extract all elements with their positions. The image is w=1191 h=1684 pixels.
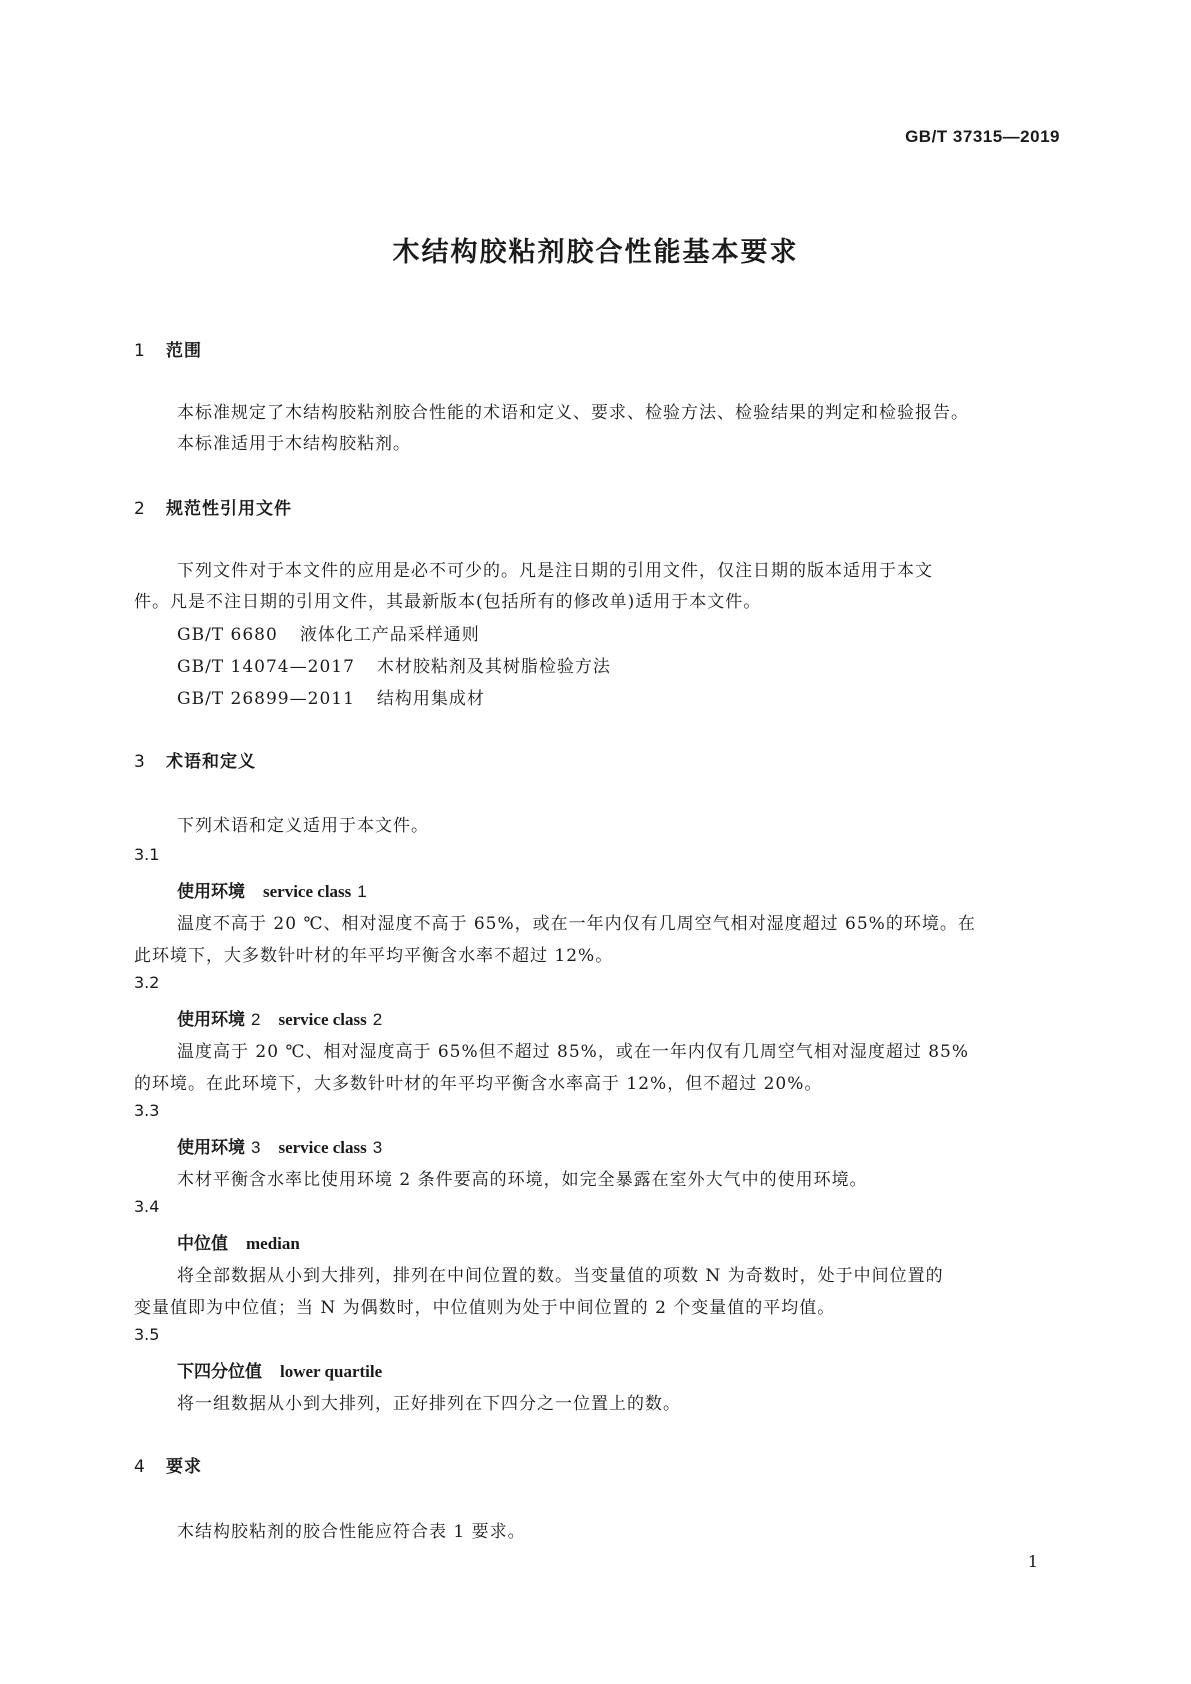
reference-title: 木材胶粘剂及其树脂检验方法 bbox=[376, 657, 611, 677]
reference-item bbox=[177, 652, 611, 677]
section-title: 要求 bbox=[166, 1457, 202, 1477]
term-chinese: 下四分位值 bbox=[177, 1362, 262, 1382]
term-english: service class bbox=[263, 882, 352, 901]
reference-code: GB/T 6680 bbox=[177, 625, 278, 645]
section-1-paragraph-1: 本标准规定了木结构胶粘剂胶合性能的术语和定义、要求、检验方法、检验结果的判定和检验报告。 bbox=[177, 403, 969, 423]
reference-item bbox=[177, 620, 480, 645]
section-number: 1 bbox=[134, 341, 146, 361]
section-number: 2 bbox=[134, 499, 146, 519]
section-3-intro: 下列术语和定义适用于本文件。 bbox=[177, 816, 429, 836]
section-3-heading bbox=[134, 747, 256, 772]
term-chinese: 使用环境 bbox=[177, 1138, 245, 1158]
term-english: service class bbox=[278, 1010, 367, 1029]
term-english-number: 2 bbox=[372, 1010, 383, 1029]
section-number: 3 bbox=[134, 752, 146, 772]
section-2-paragraph-line-2: 件。凡是不注日期的引用文件，其最新版本(包括所有的修改单)适用于本文件。 bbox=[134, 592, 762, 612]
section-1-paragraph-2: 本标准适用于木结构胶粘剂。 bbox=[177, 434, 411, 454]
section-4-heading bbox=[134, 1452, 202, 1477]
term-heading bbox=[177, 1357, 382, 1382]
term-definition-line-1: 温度不高于 20 ℃、相对湿度不高于 65%，或在一年内仅有几周空气相对湿度超过 65%的环境。在 bbox=[177, 914, 976, 934]
section-number: 4 bbox=[134, 1457, 146, 1477]
term-definition-line-2: 变量值即为中位值；当 N 为偶数时，中位值则为处于中间位置的 2 个变量值的平均值。 bbox=[134, 1298, 836, 1318]
term-definition-line-2: 的环境。在此环境下，大多数针叶材的年平均平衡含水率高于 12%，但不超过 20%。 bbox=[134, 1074, 823, 1094]
term-english: service class bbox=[278, 1138, 367, 1157]
term-heading bbox=[177, 1229, 300, 1254]
section-1-heading bbox=[134, 336, 202, 361]
section-2-heading bbox=[134, 494, 292, 519]
reference-code: GB/T 26899—2011 bbox=[177, 689, 355, 709]
term-heading bbox=[177, 1133, 382, 1158]
term-definition-line-2: 此环境下，大多数针叶材的年平均平衡含水率不超过 12%。 bbox=[134, 946, 614, 966]
term-english-number: 3 bbox=[372, 1138, 383, 1157]
section-4-paragraph-1: 木结构胶粘剂的胶合性能应符合表 1 要求。 bbox=[177, 1522, 526, 1542]
reference-item bbox=[177, 684, 485, 709]
term-chinese: 使用环境 bbox=[177, 1010, 245, 1030]
term-definition-line-1: 木材平衡含水率比使用环境 2 条件要高的环境，如完全暴露在室外大气中的使用环境。 bbox=[177, 1170, 868, 1190]
page-number: 1 bbox=[1027, 1552, 1038, 1571]
section-2-paragraph-line-1: 下列文件对于本文件的应用是必不可少的。凡是注日期的引用文件，仅注日期的版本适用于本文 bbox=[177, 561, 933, 581]
section-title: 规范性引用文件 bbox=[166, 499, 292, 519]
term-number: 3.1 bbox=[134, 845, 160, 864]
reference-title: 液体化工产品采样通则 bbox=[299, 625, 480, 645]
section-title: 范围 bbox=[166, 341, 202, 361]
term-chinese: 中位值 bbox=[177, 1234, 228, 1254]
term-definition-line-1: 将一组数据从小到大排列，正好排列在下四分之一位置上的数。 bbox=[177, 1394, 681, 1414]
reference-code: GB/T 14074—2017 bbox=[177, 657, 355, 677]
term-number: 3.2 bbox=[134, 973, 160, 992]
standard-code: GB/T 37315—2019 bbox=[905, 127, 1060, 146]
term-definition-line-1: 温度高于 20 ℃、相对湿度高于 65%但不超过 85%，或在一年内仅有几周空气相对湿度超过 85% bbox=[177, 1042, 970, 1062]
document-title: 木结构胶粘剂胶合性能基本要求 bbox=[392, 237, 799, 268]
reference-title: 结构用集成材 bbox=[376, 689, 485, 709]
term-number: 3.3 bbox=[134, 1101, 160, 1120]
term-chinese-number: 2 bbox=[251, 1010, 261, 1029]
term-english: median bbox=[246, 1234, 300, 1253]
term-definition-line-1: 将全部数据从小到大排列，排列在中间位置的数。当变量值的项数 N 为奇数时，处于中间位置的 bbox=[177, 1266, 944, 1286]
term-number: 3.5 bbox=[134, 1325, 160, 1344]
term-english-number: 1 bbox=[357, 882, 367, 901]
term-chinese: 使用环境 bbox=[177, 882, 245, 902]
term-number: 3.4 bbox=[134, 1197, 160, 1216]
term-english: lower quartile bbox=[280, 1362, 383, 1381]
section-title: 术语和定义 bbox=[166, 752, 256, 772]
term-chinese-number: 3 bbox=[251, 1138, 261, 1157]
term-heading bbox=[177, 1005, 382, 1030]
term-heading bbox=[177, 877, 367, 902]
